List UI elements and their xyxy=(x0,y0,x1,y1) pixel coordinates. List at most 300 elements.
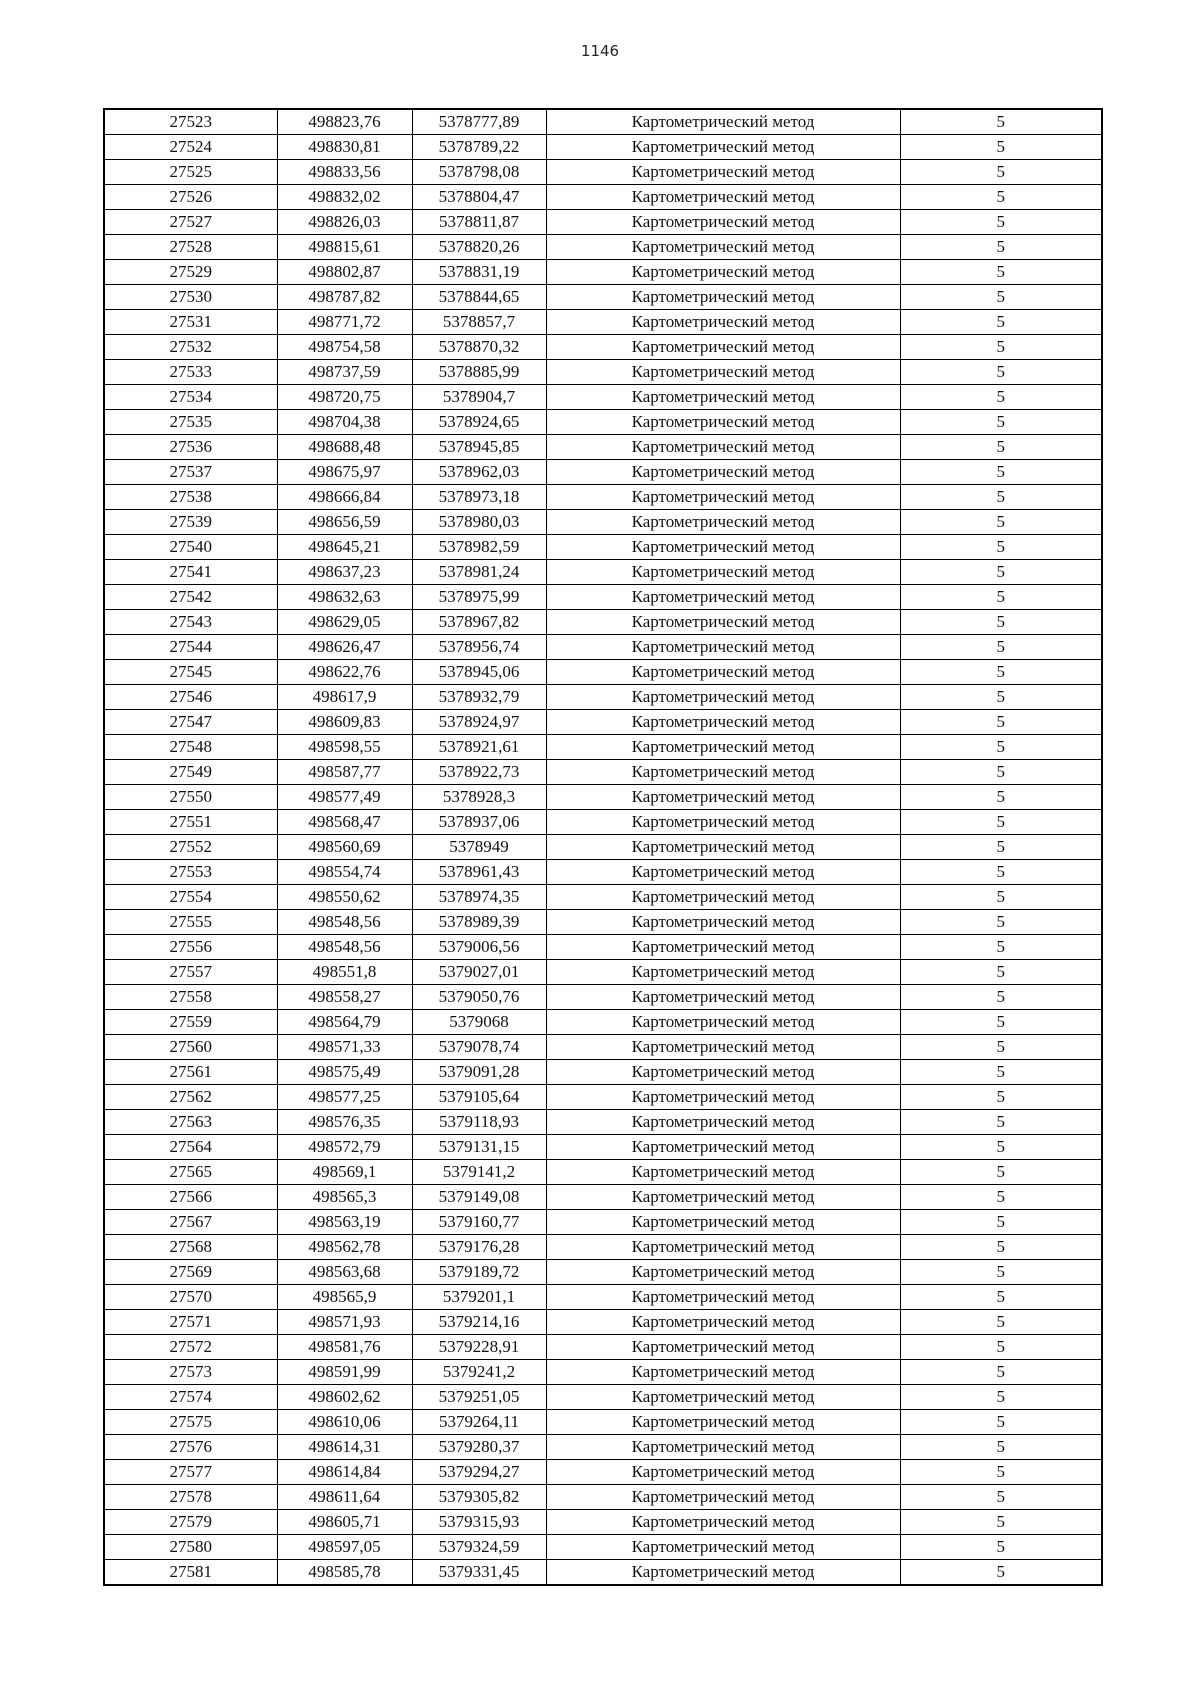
point-number-cell: 27533 xyxy=(104,360,277,385)
table-row xyxy=(104,185,1102,210)
point-number-cell: 27524 xyxy=(104,135,277,160)
accuracy-cell: 5 xyxy=(900,735,1102,760)
x-coordinate-cell: 498622,76 xyxy=(277,660,412,685)
table-row xyxy=(104,285,1102,310)
method-cell: Картометрический метод xyxy=(546,1510,900,1535)
table-row xyxy=(104,910,1102,935)
x-coordinate-cell: 498610,06 xyxy=(277,1410,412,1435)
table-row xyxy=(104,1335,1102,1360)
table-row xyxy=(104,935,1102,960)
table-row xyxy=(104,810,1102,835)
point-number-cell: 27534 xyxy=(104,385,277,410)
accuracy-cell: 5 xyxy=(900,109,1102,135)
y-coordinate-cell: 5379264,11 xyxy=(412,1410,546,1435)
point-number-cell: 27574 xyxy=(104,1385,277,1410)
point-number-cell: 27550 xyxy=(104,785,277,810)
table-row xyxy=(104,735,1102,760)
method-cell: Картометрический метод xyxy=(546,1235,900,1260)
table-row xyxy=(104,1310,1102,1335)
table-row xyxy=(104,710,1102,735)
x-coordinate-cell: 498754,58 xyxy=(277,335,412,360)
point-number-cell: 27546 xyxy=(104,685,277,710)
table-row xyxy=(104,310,1102,335)
x-coordinate-cell: 498550,62 xyxy=(277,885,412,910)
table-row xyxy=(104,1560,1102,1586)
table-row xyxy=(104,1535,1102,1560)
x-coordinate-cell: 498577,49 xyxy=(277,785,412,810)
y-coordinate-cell: 5378932,79 xyxy=(412,685,546,710)
table-row xyxy=(104,160,1102,185)
point-number-cell: 27557 xyxy=(104,960,277,985)
point-number-cell: 27567 xyxy=(104,1210,277,1235)
point-number-cell: 27531 xyxy=(104,310,277,335)
x-coordinate-cell: 498614,31 xyxy=(277,1435,412,1460)
method-cell: Картометрический метод xyxy=(546,960,900,985)
accuracy-cell: 5 xyxy=(900,1335,1102,1360)
y-coordinate-cell: 5379050,76 xyxy=(412,985,546,1010)
x-coordinate-cell: 498614,84 xyxy=(277,1460,412,1485)
x-coordinate-cell: 498609,83 xyxy=(277,710,412,735)
table-row xyxy=(104,1460,1102,1485)
point-number-cell: 27565 xyxy=(104,1160,277,1185)
accuracy-cell: 5 xyxy=(900,1560,1102,1586)
point-number-cell: 27562 xyxy=(104,1085,277,1110)
x-coordinate-cell: 498565,3 xyxy=(277,1185,412,1210)
y-coordinate-cell: 5379105,64 xyxy=(412,1085,546,1110)
y-coordinate-cell: 5379201,1 xyxy=(412,1285,546,1310)
method-cell: Картометрический метод xyxy=(546,260,900,285)
y-coordinate-cell: 5379078,74 xyxy=(412,1035,546,1060)
method-cell: Картометрический метод xyxy=(546,235,900,260)
accuracy-cell: 5 xyxy=(900,1060,1102,1085)
point-number-cell: 27566 xyxy=(104,1185,277,1210)
accuracy-cell: 5 xyxy=(900,1460,1102,1485)
accuracy-cell: 5 xyxy=(900,260,1102,285)
y-coordinate-cell: 5379331,45 xyxy=(412,1560,546,1586)
x-coordinate-cell: 498826,03 xyxy=(277,210,412,235)
table-row xyxy=(104,1485,1102,1510)
y-coordinate-cell: 5378857,7 xyxy=(412,310,546,335)
y-coordinate-cell: 5378982,59 xyxy=(412,535,546,560)
x-coordinate-cell: 498565,9 xyxy=(277,1285,412,1310)
table-row xyxy=(104,360,1102,385)
method-cell: Картометрический метод xyxy=(546,835,900,860)
accuracy-cell: 5 xyxy=(900,935,1102,960)
x-coordinate-cell: 498637,23 xyxy=(277,560,412,585)
accuracy-cell: 5 xyxy=(900,985,1102,1010)
point-number-cell: 27529 xyxy=(104,260,277,285)
accuracy-cell: 5 xyxy=(900,1360,1102,1385)
y-coordinate-cell: 5378980,03 xyxy=(412,510,546,535)
accuracy-cell: 5 xyxy=(900,410,1102,435)
table-row xyxy=(104,1110,1102,1135)
y-coordinate-cell: 5379160,77 xyxy=(412,1210,546,1235)
table-row xyxy=(104,1435,1102,1460)
method-cell: Картометрический метод xyxy=(546,685,900,710)
method-cell: Картометрический метод xyxy=(546,1285,900,1310)
x-coordinate-cell: 498802,87 xyxy=(277,260,412,285)
y-coordinate-cell: 5379189,72 xyxy=(412,1260,546,1285)
y-coordinate-cell: 5379006,56 xyxy=(412,935,546,960)
point-number-cell: 27569 xyxy=(104,1260,277,1285)
x-coordinate-cell: 498551,8 xyxy=(277,960,412,985)
method-cell: Картометрический метод xyxy=(546,1060,900,1085)
accuracy-cell: 5 xyxy=(900,285,1102,310)
point-number-cell: 27560 xyxy=(104,1035,277,1060)
method-cell: Картометрический метод xyxy=(546,1335,900,1360)
accuracy-cell: 5 xyxy=(900,1535,1102,1560)
point-number-cell: 27540 xyxy=(104,535,277,560)
x-coordinate-cell: 498666,84 xyxy=(277,485,412,510)
table-row xyxy=(104,1385,1102,1410)
y-coordinate-cell: 5378831,19 xyxy=(412,260,546,285)
table-row xyxy=(104,960,1102,985)
y-coordinate-cell: 5379241,2 xyxy=(412,1360,546,1385)
method-cell: Картометрический метод xyxy=(546,385,900,410)
method-cell: Картометрический метод xyxy=(546,1135,900,1160)
method-cell: Картометрический метод xyxy=(546,535,900,560)
x-coordinate-cell: 498830,81 xyxy=(277,135,412,160)
accuracy-cell: 5 xyxy=(900,435,1102,460)
table-row xyxy=(104,1185,1102,1210)
point-number-cell: 27547 xyxy=(104,710,277,735)
y-coordinate-cell: 5378945,06 xyxy=(412,660,546,685)
y-coordinate-cell: 5378924,97 xyxy=(412,710,546,735)
method-cell: Картометрический метод xyxy=(546,1485,900,1510)
accuracy-cell: 5 xyxy=(900,1185,1102,1210)
point-number-cell: 27570 xyxy=(104,1285,277,1310)
method-cell: Картометрический метод xyxy=(546,1360,900,1385)
accuracy-cell: 5 xyxy=(900,385,1102,410)
y-coordinate-cell: 5379141,2 xyxy=(412,1160,546,1185)
x-coordinate-cell: 498645,21 xyxy=(277,535,412,560)
point-number-cell: 27538 xyxy=(104,485,277,510)
y-coordinate-cell: 5379149,08 xyxy=(412,1185,546,1210)
method-cell: Картометрический метод xyxy=(546,435,900,460)
table-row xyxy=(104,210,1102,235)
accuracy-cell: 5 xyxy=(900,1035,1102,1060)
point-number-cell: 27530 xyxy=(104,285,277,310)
point-number-cell: 27528 xyxy=(104,235,277,260)
y-coordinate-cell: 5378981,24 xyxy=(412,560,546,585)
y-coordinate-cell: 5378961,43 xyxy=(412,860,546,885)
x-coordinate-cell: 498576,35 xyxy=(277,1110,412,1135)
table-row xyxy=(104,1260,1102,1285)
point-number-cell: 27537 xyxy=(104,460,277,485)
y-coordinate-cell: 5378798,08 xyxy=(412,160,546,185)
point-number-cell: 27535 xyxy=(104,410,277,435)
accuracy-cell: 5 xyxy=(900,710,1102,735)
x-coordinate-cell: 498737,59 xyxy=(277,360,412,385)
method-cell: Картометрический метод xyxy=(546,1185,900,1210)
accuracy-cell: 5 xyxy=(900,1010,1102,1035)
accuracy-cell: 5 xyxy=(900,185,1102,210)
x-coordinate-cell: 498617,9 xyxy=(277,685,412,710)
y-coordinate-cell: 5379091,28 xyxy=(412,1060,546,1085)
point-number-cell: 27539 xyxy=(104,510,277,535)
method-cell: Картометрический метод xyxy=(546,360,900,385)
table-row xyxy=(104,135,1102,160)
accuracy-cell: 5 xyxy=(900,460,1102,485)
accuracy-cell: 5 xyxy=(900,235,1102,260)
accuracy-cell: 5 xyxy=(900,1110,1102,1135)
point-number-cell: 27555 xyxy=(104,910,277,935)
table-row xyxy=(104,1060,1102,1085)
y-coordinate-cell: 5378921,61 xyxy=(412,735,546,760)
accuracy-cell: 5 xyxy=(900,485,1102,510)
y-coordinate-cell: 5378949 xyxy=(412,835,546,860)
y-coordinate-cell: 5378789,22 xyxy=(412,135,546,160)
method-cell: Картометрический метод xyxy=(546,1210,900,1235)
method-cell: Картометрический метод xyxy=(546,860,900,885)
y-coordinate-cell: 5378928,3 xyxy=(412,785,546,810)
table-row xyxy=(104,335,1102,360)
table-row xyxy=(104,985,1102,1010)
y-coordinate-cell: 5378956,74 xyxy=(412,635,546,660)
accuracy-cell: 5 xyxy=(900,360,1102,385)
method-cell: Картометрический метод xyxy=(546,1460,900,1485)
method-cell: Картометрический метод xyxy=(546,735,900,760)
method-cell: Картометрический метод xyxy=(546,1260,900,1285)
method-cell: Картометрический метод xyxy=(546,885,900,910)
table-row xyxy=(104,260,1102,285)
y-coordinate-cell: 5378922,73 xyxy=(412,760,546,785)
point-number-cell: 27573 xyxy=(104,1360,277,1385)
accuracy-cell: 5 xyxy=(900,160,1102,185)
method-cell: Картометрический метод xyxy=(546,410,900,435)
table-row xyxy=(104,560,1102,585)
x-coordinate-cell: 498605,71 xyxy=(277,1510,412,1535)
x-coordinate-cell: 498554,74 xyxy=(277,860,412,885)
y-coordinate-cell: 5378989,39 xyxy=(412,910,546,935)
point-number-cell: 27541 xyxy=(104,560,277,585)
point-number-cell: 27575 xyxy=(104,1410,277,1435)
y-coordinate-cell: 5378962,03 xyxy=(412,460,546,485)
method-cell: Картометрический метод xyxy=(546,810,900,835)
x-coordinate-cell: 498572,79 xyxy=(277,1135,412,1160)
y-coordinate-cell: 5379228,91 xyxy=(412,1335,546,1360)
table-row xyxy=(104,610,1102,635)
x-coordinate-cell: 498815,61 xyxy=(277,235,412,260)
x-coordinate-cell: 498562,78 xyxy=(277,1235,412,1260)
y-coordinate-cell: 5379251,05 xyxy=(412,1385,546,1410)
method-cell: Картометрический метод xyxy=(546,560,900,585)
table-row xyxy=(104,785,1102,810)
y-coordinate-cell: 5379315,93 xyxy=(412,1510,546,1535)
x-coordinate-cell: 498675,97 xyxy=(277,460,412,485)
x-coordinate-cell: 498598,55 xyxy=(277,735,412,760)
point-number-cell: 27580 xyxy=(104,1535,277,1560)
table-row xyxy=(104,460,1102,485)
point-number-cell: 27579 xyxy=(104,1510,277,1535)
accuracy-cell: 5 xyxy=(900,1260,1102,1285)
accuracy-cell: 5 xyxy=(900,585,1102,610)
table-row xyxy=(104,510,1102,535)
x-coordinate-cell: 498629,05 xyxy=(277,610,412,635)
accuracy-cell: 5 xyxy=(900,1135,1102,1160)
table-row xyxy=(104,1410,1102,1435)
x-coordinate-cell: 498571,93 xyxy=(277,1310,412,1335)
method-cell: Картометрический метод xyxy=(546,510,900,535)
table-row xyxy=(104,535,1102,560)
accuracy-cell: 5 xyxy=(900,860,1102,885)
x-coordinate-cell: 498560,69 xyxy=(277,835,412,860)
y-coordinate-cell: 5378945,85 xyxy=(412,435,546,460)
x-coordinate-cell: 498577,25 xyxy=(277,1085,412,1110)
y-coordinate-cell: 5379118,93 xyxy=(412,1110,546,1135)
point-number-cell: 27559 xyxy=(104,1010,277,1035)
y-coordinate-cell: 5379305,82 xyxy=(412,1485,546,1510)
y-coordinate-cell: 5379294,27 xyxy=(412,1460,546,1485)
y-coordinate-cell: 5378870,32 xyxy=(412,335,546,360)
x-coordinate-cell: 498587,77 xyxy=(277,760,412,785)
page-number: 1146 xyxy=(580,42,620,60)
accuracy-cell: 5 xyxy=(900,1410,1102,1435)
x-coordinate-cell: 498823,76 xyxy=(277,109,412,135)
point-number-cell: 27577 xyxy=(104,1460,277,1485)
method-cell: Картометрический метод xyxy=(546,160,900,185)
x-coordinate-cell: 498585,78 xyxy=(277,1560,412,1586)
point-number-cell: 27556 xyxy=(104,935,277,960)
table-row xyxy=(104,1160,1102,1185)
method-cell: Картометрический метод xyxy=(546,185,900,210)
point-number-cell: 27578 xyxy=(104,1485,277,1510)
table-row xyxy=(104,1085,1102,1110)
table-row xyxy=(104,585,1102,610)
x-coordinate-cell: 498558,27 xyxy=(277,985,412,1010)
method-cell: Картометрический метод xyxy=(546,760,900,785)
point-number-cell: 27576 xyxy=(104,1435,277,1460)
x-coordinate-cell: 498575,49 xyxy=(277,1060,412,1085)
table-row xyxy=(104,885,1102,910)
method-cell: Картометрический метод xyxy=(546,935,900,960)
method-cell: Картометрический метод xyxy=(546,710,900,735)
y-coordinate-cell: 5379280,37 xyxy=(412,1435,546,1460)
point-number-cell: 27572 xyxy=(104,1335,277,1360)
table-row xyxy=(104,685,1102,710)
x-coordinate-cell: 498563,19 xyxy=(277,1210,412,1235)
table-row xyxy=(104,860,1102,885)
point-number-cell: 27543 xyxy=(104,610,277,635)
x-coordinate-cell: 498720,75 xyxy=(277,385,412,410)
method-cell: Картометрический метод xyxy=(546,135,900,160)
y-coordinate-cell: 5378924,65 xyxy=(412,410,546,435)
x-coordinate-cell: 498548,56 xyxy=(277,935,412,960)
table-row xyxy=(104,1510,1102,1535)
accuracy-cell: 5 xyxy=(900,685,1102,710)
accuracy-cell: 5 xyxy=(900,885,1102,910)
method-cell: Картометрический метод xyxy=(546,1035,900,1060)
point-number-cell: 27544 xyxy=(104,635,277,660)
accuracy-cell: 5 xyxy=(900,1210,1102,1235)
accuracy-cell: 5 xyxy=(900,660,1102,685)
x-coordinate-cell: 498688,48 xyxy=(277,435,412,460)
table-row xyxy=(104,410,1102,435)
y-coordinate-cell: 5379176,28 xyxy=(412,1235,546,1260)
y-coordinate-cell: 5378811,87 xyxy=(412,210,546,235)
x-coordinate-cell: 498656,59 xyxy=(277,510,412,535)
x-coordinate-cell: 498581,76 xyxy=(277,1335,412,1360)
y-coordinate-cell: 5379027,01 xyxy=(412,960,546,985)
point-number-cell: 27532 xyxy=(104,335,277,360)
method-cell: Картометрический метод xyxy=(546,1535,900,1560)
y-coordinate-cell: 5379131,15 xyxy=(412,1135,546,1160)
point-number-cell: 27552 xyxy=(104,835,277,860)
point-number-cell: 27564 xyxy=(104,1135,277,1160)
accuracy-cell: 5 xyxy=(900,135,1102,160)
accuracy-cell: 5 xyxy=(900,310,1102,335)
accuracy-cell: 5 xyxy=(900,1310,1102,1335)
method-cell: Картометрический метод xyxy=(546,210,900,235)
x-coordinate-cell: 498787,82 xyxy=(277,285,412,310)
table-row xyxy=(104,1360,1102,1385)
table-row xyxy=(104,1135,1102,1160)
point-number-cell: 27551 xyxy=(104,810,277,835)
accuracy-cell: 5 xyxy=(900,610,1102,635)
x-coordinate-cell: 498602,62 xyxy=(277,1385,412,1410)
method-cell: Картометрический метод xyxy=(546,1435,900,1460)
method-cell: Картометрический метод xyxy=(546,585,900,610)
point-number-cell: 27553 xyxy=(104,860,277,885)
table-row xyxy=(104,635,1102,660)
y-coordinate-cell: 5378804,47 xyxy=(412,185,546,210)
point-number-cell: 27542 xyxy=(104,585,277,610)
accuracy-cell: 5 xyxy=(900,1235,1102,1260)
x-coordinate-cell: 498569,1 xyxy=(277,1160,412,1185)
table-row xyxy=(104,109,1102,135)
table-row xyxy=(104,1285,1102,1310)
point-number-cell: 27536 xyxy=(104,435,277,460)
table-body xyxy=(104,109,1102,1585)
accuracy-cell: 5 xyxy=(900,1435,1102,1460)
x-coordinate-cell: 498704,38 xyxy=(277,410,412,435)
method-cell: Картометрический метод xyxy=(546,310,900,335)
x-coordinate-cell: 498571,33 xyxy=(277,1035,412,1060)
point-number-cell: 27549 xyxy=(104,760,277,785)
x-coordinate-cell: 498568,47 xyxy=(277,810,412,835)
point-number-cell: 27568 xyxy=(104,1235,277,1260)
y-coordinate-cell: 5378777,89 xyxy=(412,109,546,135)
method-cell: Картометрический метод xyxy=(546,335,900,360)
point-number-cell: 27545 xyxy=(104,660,277,685)
y-coordinate-cell: 5378844,65 xyxy=(412,285,546,310)
accuracy-cell: 5 xyxy=(900,1285,1102,1310)
method-cell: Картометрический метод xyxy=(546,285,900,310)
y-coordinate-cell: 5379214,16 xyxy=(412,1310,546,1335)
x-coordinate-cell: 498591,99 xyxy=(277,1360,412,1385)
x-coordinate-cell: 498611,64 xyxy=(277,1485,412,1510)
method-cell: Картометрический метод xyxy=(546,660,900,685)
table-row xyxy=(104,1235,1102,1260)
accuracy-cell: 5 xyxy=(900,910,1102,935)
table-row xyxy=(104,485,1102,510)
method-cell: Картометрический метод xyxy=(546,1160,900,1185)
accuracy-cell: 5 xyxy=(900,785,1102,810)
y-coordinate-cell: 5378885,99 xyxy=(412,360,546,385)
x-coordinate-cell: 498597,05 xyxy=(277,1535,412,1560)
method-cell: Картометрический метод xyxy=(546,785,900,810)
method-cell: Картометрический метод xyxy=(546,610,900,635)
point-number-cell: 27581 xyxy=(104,1560,277,1586)
method-cell: Картометрический метод xyxy=(546,910,900,935)
method-cell: Картометрический метод xyxy=(546,460,900,485)
table-row xyxy=(104,760,1102,785)
x-coordinate-cell: 498832,02 xyxy=(277,185,412,210)
method-cell: Картометрический метод xyxy=(546,985,900,1010)
method-cell: Картометрический метод xyxy=(546,1085,900,1110)
y-coordinate-cell: 5379324,59 xyxy=(412,1535,546,1560)
method-cell: Картометрический метод xyxy=(546,1110,900,1135)
